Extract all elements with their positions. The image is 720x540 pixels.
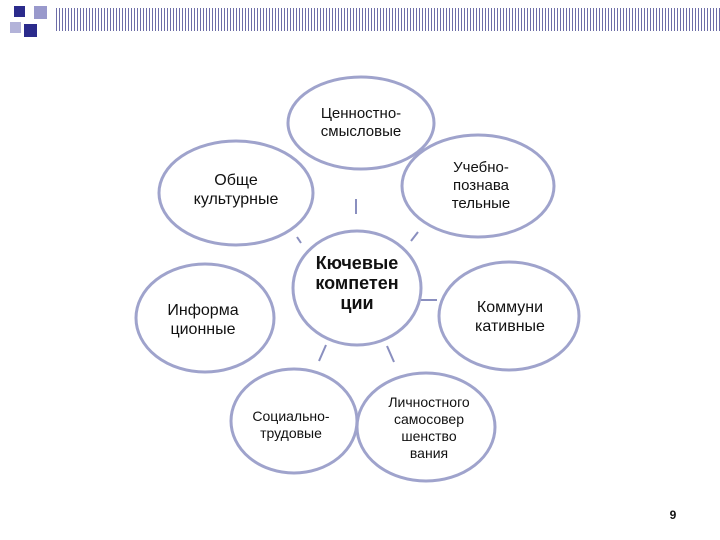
label-informational: Информа ционные: [167, 301, 239, 338]
connector-bottom-right: [387, 346, 394, 362]
label-learning-cognitive: Учебно- познава тельные: [451, 159, 511, 212]
label-communicative: Коммуни кативные: [475, 298, 545, 335]
connector-top-left: [297, 237, 301, 243]
connector-bottom-left: [319, 345, 326, 361]
label-center-key-competences: Кючевые компетен ции: [315, 252, 399, 314]
label-value-semantic: Ценностно- смысловые: [320, 105, 402, 140]
label-general-cultural: Обще культурные: [193, 171, 279, 208]
connector-top-right: [411, 232, 418, 241]
page-number: 9: [669, 508, 677, 522]
label-personal-improvement: Личностного самосовер шенство вания: [388, 394, 470, 461]
label-social-labor: Социально- трудовые: [252, 408, 330, 441]
